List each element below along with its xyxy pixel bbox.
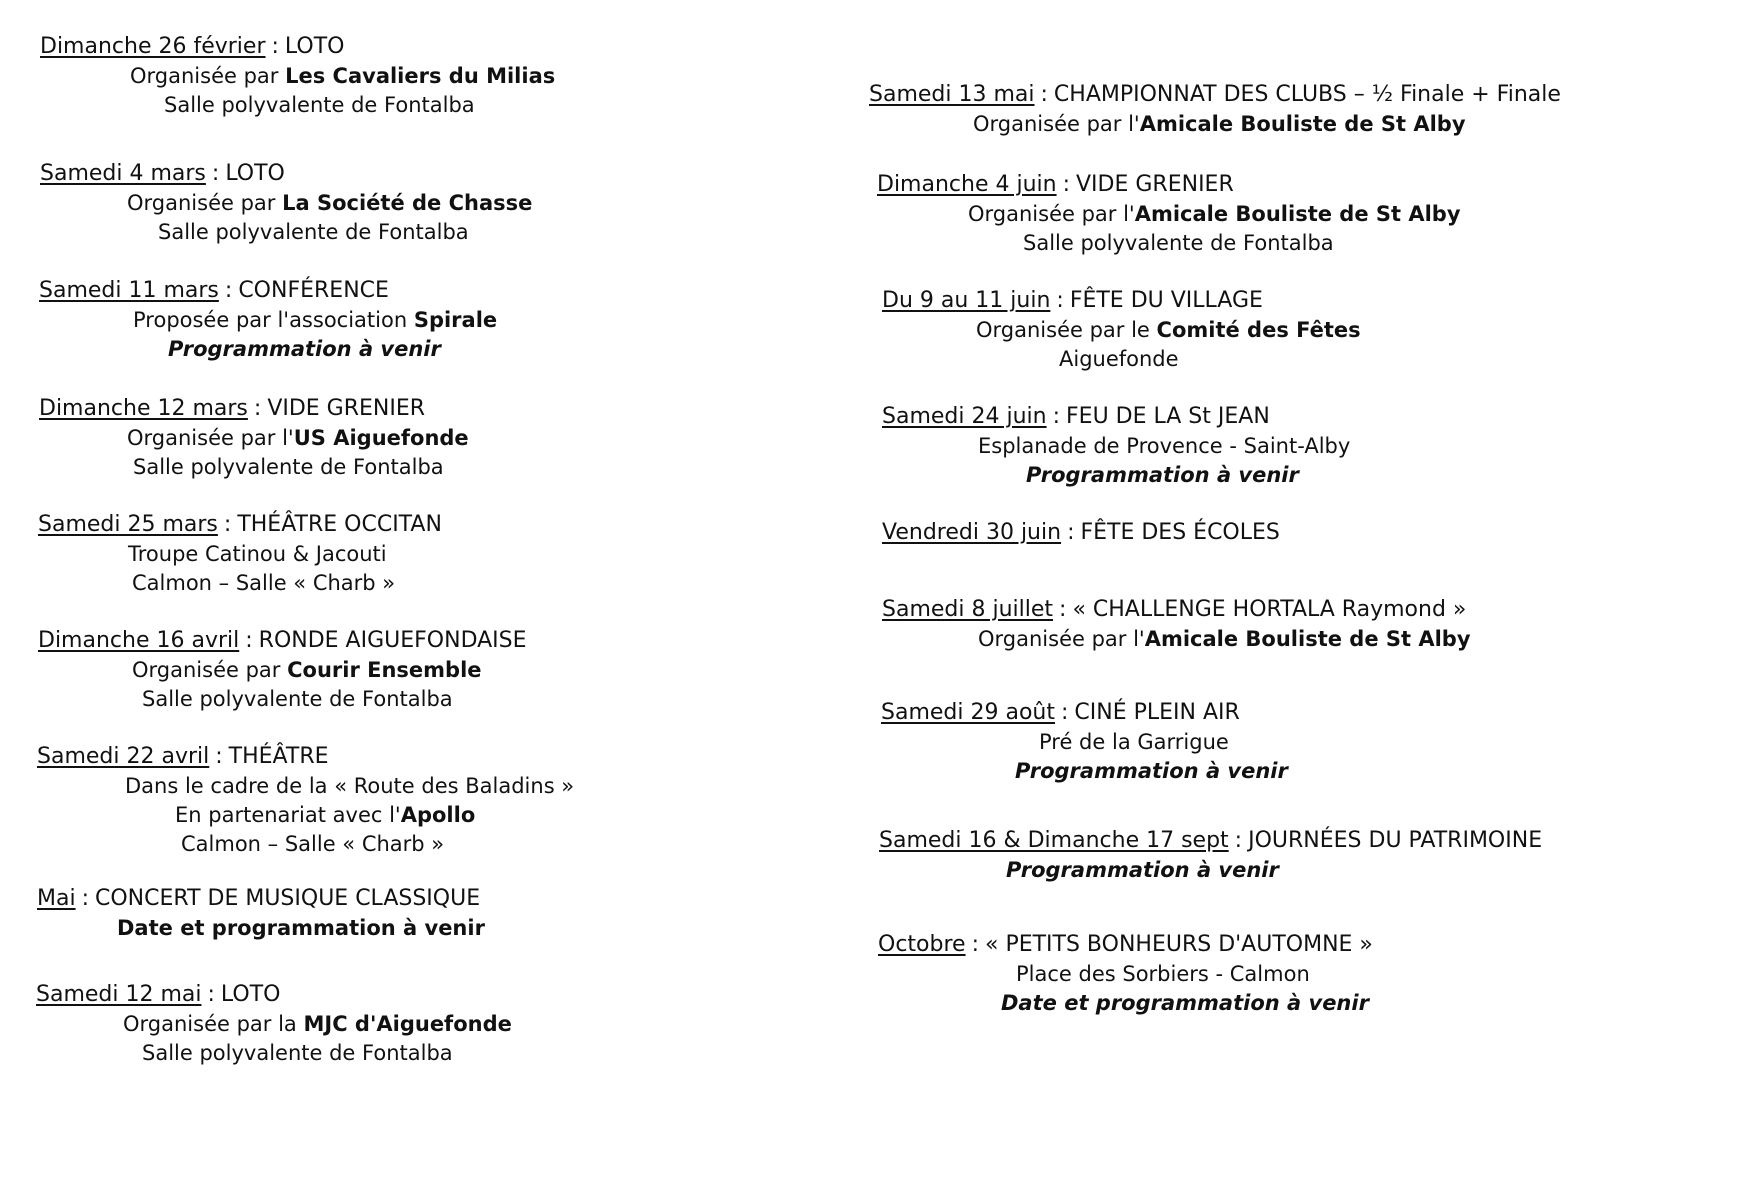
event-date: Samedi 24 juin: [882, 404, 1047, 429]
organizer-name: Les Cavaliers du Milias: [285, 64, 556, 88]
event-detail-line: [130, 62, 560, 91]
event-detail-text: Organisée par l': [978, 627, 1145, 651]
event-status-note: Programmation à venir: [168, 337, 441, 361]
event-detail-text: Organisée par: [132, 658, 288, 682]
event-title: JOURNÉES DU PATRIMOINE: [1248, 828, 1543, 853]
event-detail-text: Organisée par la: [123, 1012, 304, 1036]
event-date: Samedi 12 mai: [36, 982, 202, 1007]
event-separator: :: [215, 744, 223, 769]
event-detail-line: [175, 801, 557, 830]
organizer-name: Amicale Bouliste de St Alby: [1139, 112, 1466, 136]
event-detail-line: [1006, 856, 1749, 885]
event-header: [882, 402, 1732, 432]
event-entry: [869, 80, 1719, 139]
event-location: Salle polyvalente de Fontalba: [142, 1041, 453, 1065]
event-date: Dimanche 4 juin: [877, 172, 1057, 197]
event-entry: [882, 518, 1732, 548]
event-title: CHAMPIONNAT DES CLUBS – ½ Finale + Finale: [1053, 82, 1561, 107]
event-detail-line: [158, 218, 560, 247]
event-entry: [882, 595, 1732, 654]
event-entry: [882, 286, 1732, 374]
event-detail-text: Organisée par le: [976, 318, 1157, 342]
event-separator: :: [1060, 700, 1069, 725]
event-header: [882, 595, 1732, 625]
event-header: [869, 80, 1719, 110]
event-location: Salle polyvalente de Fontalba: [164, 93, 475, 117]
event-separator: :: [211, 161, 220, 186]
organizer-name: La Société de Chasse: [282, 191, 533, 215]
event-entry: [39, 394, 559, 482]
event-detail-line: [128, 540, 558, 569]
event-date: Samedi 22 avril: [37, 744, 210, 769]
event-header: [878, 930, 1728, 960]
event-title: CINÉ PLEIN AIR: [1074, 700, 1240, 725]
event-detail-line: [127, 424, 559, 453]
organizer-name: Amicale Bouliste de St Alby: [1134, 202, 1461, 226]
event-entry: [882, 402, 1732, 490]
event-detail-line: [142, 1039, 556, 1068]
event-header: [39, 394, 559, 424]
event-detail-text: Organisée par: [127, 191, 283, 215]
event-title: « PETITS BONHEURS D'AUTOMNE »: [984, 932, 1373, 957]
event-header: [39, 276, 559, 306]
event-location: Esplanade de Provence - Saint-Alby: [978, 434, 1351, 458]
event-detail-line: [133, 453, 559, 482]
event-status-note: Programmation à venir: [1026, 463, 1299, 487]
event-location: Calmon – Salle « Charb »: [181, 832, 445, 856]
event-title: THÉÂTRE OCCITAN: [237, 512, 442, 537]
event-entry: [878, 930, 1728, 1018]
event-date: Du 9 au 11 juin: [882, 288, 1051, 313]
event-entry: [37, 884, 557, 943]
event-title: LOTO: [220, 982, 281, 1007]
event-detail-line: [168, 335, 559, 364]
event-detail-line: [1016, 960, 1728, 989]
event-detail-line: [973, 110, 1719, 139]
event-location: Place des Sorbiers - Calmon: [1016, 962, 1310, 986]
event-entry: [36, 980, 556, 1068]
event-detail-line: [132, 656, 558, 685]
organizer-name: Spirale: [413, 308, 498, 332]
event-separator: :: [207, 982, 215, 1007]
event-entry: [881, 698, 1731, 786]
event-title: LOTO: [225, 161, 285, 186]
event-date: Octobre: [878, 932, 966, 957]
event-detail-line: [1026, 461, 1732, 490]
event-detail-text: Troupe Catinou & Jacouti: [128, 542, 387, 566]
event-separator: :: [1062, 172, 1070, 197]
event-separator: :: [1067, 520, 1075, 545]
organizer-name: Courir Ensemble: [287, 658, 482, 682]
event-detail-line: [181, 830, 557, 859]
event-status-note: Programmation à venir: [1015, 759, 1288, 783]
event-separator: :: [1040, 82, 1048, 107]
event-separator: :: [224, 278, 233, 303]
event-header: [40, 159, 560, 189]
event-separator: :: [971, 932, 979, 957]
event-entry: [37, 742, 575, 859]
event-title: FÊTE DU VILLAGE: [1069, 288, 1263, 313]
event-header: [37, 884, 557, 914]
event-detail-text: Organisée par l': [973, 112, 1140, 136]
event-title: FÊTE DES ÉCOLES: [1080, 520, 1280, 545]
partner-name: Apollo: [400, 803, 476, 827]
event-title: THÉÂTRE: [228, 744, 329, 769]
event-detail-line: [978, 432, 1732, 461]
event-entry: [879, 826, 1749, 885]
event-title: CONFÉRENCE: [238, 278, 389, 303]
event-detail-line: [1039, 728, 1731, 757]
organizer-name: MJC d'Aiguefonde: [303, 1012, 512, 1036]
event-separator: :: [1052, 404, 1061, 429]
event-title: VIDE GRENIER: [1076, 172, 1234, 197]
event-header: [40, 32, 560, 62]
event-header: [877, 170, 1727, 200]
event-date: Samedi 8 juillet: [882, 597, 1054, 622]
event-date: Samedi 11 mars: [39, 278, 219, 303]
event-separator: :: [1234, 828, 1243, 853]
event-status-note: Programmation à venir: [1006, 858, 1279, 882]
event-entry: [877, 170, 1727, 258]
event-separator: :: [253, 396, 262, 421]
event-location: Aiguefonde: [1059, 347, 1179, 371]
event-header: [38, 626, 558, 656]
event-date: Vendredi 30 juin: [882, 520, 1062, 545]
event-detail-text: Organisée par l': [968, 202, 1135, 226]
event-detail-line: [123, 1010, 556, 1039]
event-entry: [40, 32, 560, 120]
event-header: [882, 518, 1732, 548]
event-header: [38, 510, 558, 540]
event-date: Samedi 29 août: [881, 700, 1055, 725]
event-separator: :: [1059, 597, 1067, 622]
event-header: [36, 980, 556, 1010]
event-separator: :: [1056, 288, 1064, 313]
event-status-note: Date et programmation à venir: [117, 916, 485, 940]
event-separator: :: [271, 34, 279, 59]
event-separator: :: [223, 512, 232, 537]
event-detail-line: [133, 306, 559, 335]
event-date: Mai: [37, 886, 76, 911]
event-status-note: Date et programmation à venir: [1001, 991, 1369, 1015]
event-location: Salle polyvalente de Fontalba: [1023, 231, 1334, 255]
organizer-name: US Aiguefonde: [293, 426, 469, 450]
event-detail-line: [132, 569, 558, 598]
event-detail-line: [164, 91, 560, 120]
event-location: Pré de la Garrigue: [1039, 730, 1229, 754]
event-date: Dimanche 12 mars: [39, 396, 248, 421]
event-detail-text: Organisée par l': [127, 426, 294, 450]
event-detail-text: En partenariat avec l': [175, 803, 401, 827]
event-detail-line: [1059, 345, 1732, 374]
event-separator: :: [245, 628, 253, 653]
event-title: VIDE GRENIER: [267, 396, 426, 421]
event-title: CONCERT DE MUSIQUE CLASSIQUE: [95, 886, 481, 911]
organizer-name: Comité des Fêtes: [1156, 318, 1361, 342]
event-location: Salle polyvalente de Fontalba: [142, 687, 453, 711]
event-detail-line: [968, 200, 1727, 229]
event-detail-line: [127, 189, 560, 218]
organizer-name: Amicale Bouliste de St Alby: [1144, 627, 1471, 651]
event-header: [37, 742, 557, 772]
event-detail-line: [1023, 229, 1727, 258]
event-separator: :: [81, 886, 89, 911]
event-location: Calmon – Salle « Charb »: [132, 571, 396, 595]
event-header: [882, 286, 1732, 316]
event-title: « CHALLENGE HORTALA Raymond »: [1072, 597, 1467, 622]
event-date: Dimanche 26 février: [40, 34, 266, 59]
event-header: [879, 826, 1749, 856]
event-date: Samedi 16 & Dimanche 17 sept: [879, 828, 1229, 853]
event-detail-line: [142, 685, 558, 714]
event-date: Samedi 13 mai: [869, 82, 1035, 107]
event-detail-text: Organisée par: [130, 64, 286, 88]
event-title: FEU DE LA St JEAN: [1066, 404, 1270, 429]
event-entry: [40, 159, 560, 247]
event-detail-line: [125, 772, 575, 801]
event-entry: [38, 510, 558, 598]
event-location: Salle polyvalente de Fontalba: [158, 220, 469, 244]
event-detail-line: [978, 625, 1732, 654]
event-entry: [38, 626, 558, 714]
event-detail-line: [976, 316, 1732, 345]
event-detail-line: [117, 914, 557, 943]
event-date: Samedi 25 mars: [38, 512, 218, 537]
event-entry: [39, 276, 559, 364]
event-date: Samedi 4 mars: [40, 161, 206, 186]
event-date: Dimanche 16 avril: [38, 628, 240, 653]
event-title: RONDE AIGUEFONDAISE: [258, 628, 527, 653]
event-detail-text: Proposée par l'association: [133, 308, 414, 332]
event-detail-text: Dans le cadre de la « Route des Baladins »: [125, 774, 575, 798]
event-header: [881, 698, 1731, 728]
event-title: LOTO: [284, 34, 345, 59]
event-detail-line: [1015, 757, 1731, 786]
event-location: Salle polyvalente de Fontalba: [133, 455, 444, 479]
event-detail-line: [1001, 989, 1728, 1018]
